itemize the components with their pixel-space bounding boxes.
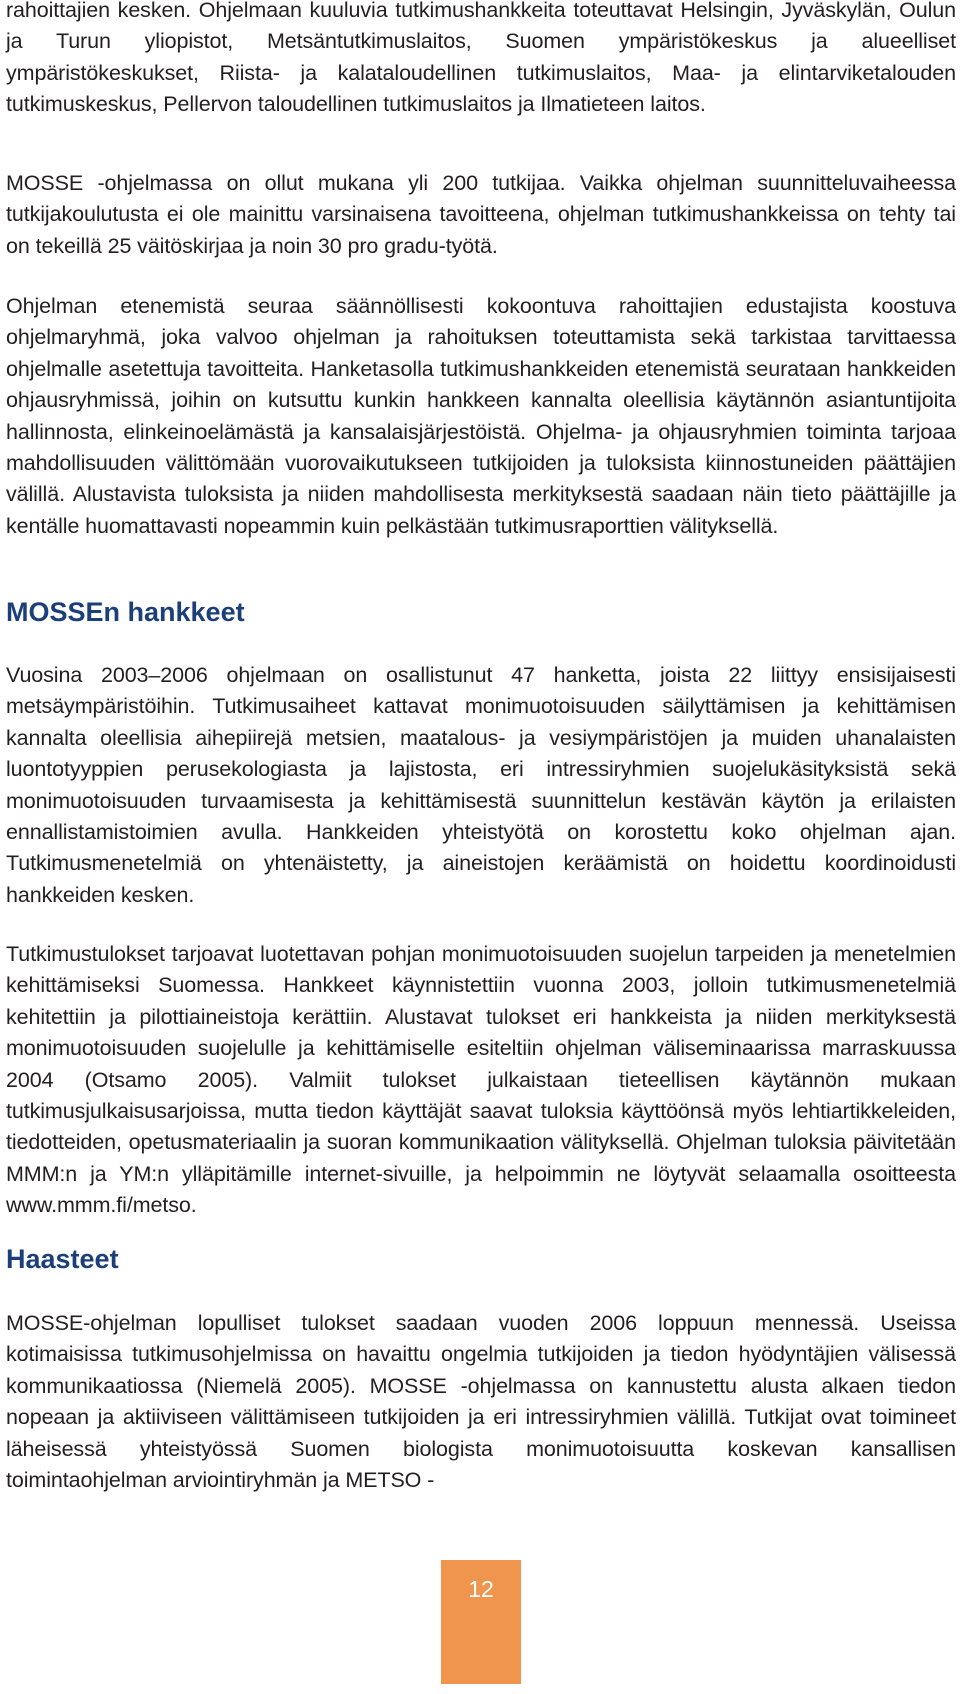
paragraph-projects: Vuosina 2003–2006 ohjelmaan on osallistunut 47 hanketta, joista 22 liittyy ensisijaisesti metsäympäristöihin. Tutkimusaiheet kattavat monimuotoisuuden säilyttämisen ja kehittämisen kannalta oleellisia aihepiirejä metsien, maatalous- ja vesiympäristöjen ja muiden uhanalaisten luontotyyppien perusekologiasta ja lajistosta, eri intressiryhmien suojelukäsityksistä sekä monimuotoisuuden turvaamisesta ja kehittämisestä suunnittelun kestävän käytön ja erilaisten ennallistamistoimien avulla. Hankkeiden yhteistyötä on korostettu koko ohjelman ajan. Tutkimusmenetelmiä on yhtenäistetty, ja aineistojen keräämistä on hoidettu koordinoidusti hankkeiden kesken. [6,663,956,907]
paragraph-challenges: MOSSE-ohjelman lopulliset tulokset saadaan vuoden 2006 loppuun mennessä. Useissa kotimaisissa tutkimusohjelmissa on havaittu ongelmia tutkijoiden ja tiedon hyödyntäjien välisessä kommunikaatiossa (Niemelä 2005). MOSSE -ohjelmassa on kannustettu alusta alkaen tiedon nopeaan ja aktiiviseen välittämiseen tutkijoiden ja eri intressiryhmien välillä. Tutkijat ovat toimineet läheisessä yhteistyössä Suomen biologista monimuotoisuutta koskevan kansallisen toimintaohjelman arviointiryhmän ja METSO - [6,1311,956,1493]
page-number: 12 [468,1576,494,1602]
paragraph-funders: rahoittajien kesken. Ohjelmaan kuuluvia tutkimushankkeita toteuttavat Helsingin, Jyväskylän, Oulun ja Turun yliopistot, Metsäntutkimuslaitos, Suomen ympäristökeskus ja alueelliset ympäristökeskukset, Riista- ja kalataloudellinen tutkimuslaitos, Maa- ja elintarviketalouden tutkimuskeskus, Pellervon taloudellinen tutkimuslaitos ja Ilmatieteen laitos. [6,0,956,117]
heading-mossen-hankkeet: MOSSEn hankkeet [6,597,245,627]
page-number-badge [441,1560,521,1684]
paragraph-researchers: MOSSE -ohjelmassa on ollut mukana yli 200 tutkijaa. Vaikka ohjelman suunnitteluvaiheessa tutkijakoulutusta ei ole mainittu varsinaisena tavoitteena, ohjelman tutkimushankkeissa on tehty tai on tekeillä 25 väitöskirjaa ja noin 30 pro gradu-työtä. [6,171,956,258]
heading-haasteet: Haasteet [6,1244,119,1274]
paragraph-results: Tutkimustulokset tarjoavat luotettavan pohjan monimuotoisuuden suojelun tarpeiden ja menetelmien kehittämiseksi Suomessa. Hankkeet käynnistettiin vuonna 2003, jolloin tutkimusmenetelmiä kehitettiin ja pilottiaineistoja kerättiin. Alustavat tulokset eri hankkeista ja niiden merkityksestä monimuotoisuuden suojelulle ja kehittämiselle esiteltiin ohjelman väliseminaarissa marraskuussa 2004 (Otsamo 2005). Valmiit tulokset julkaistaan tieteellisen käytännön mukaan tutkimusjulkaisusarjoissa, mutta tiedon käyttäjät saavat tuloksia käyttöönsä myös lehtiartikkeleiden, tiedotteiden, opetusmateriaalin ja suoran kommunikaation välityksellä. Ohjelman tuloksia päivitetään MMM:n ja YM:n ylläpitämille internet-sivuille, ja helpoimmin ne löytyvät selaamalla osoitteesta www.mmm.fi/metso. [6,942,956,1218]
paragraph-program-group: Ohjelman etenemistä seuraa säännöllisesti kokoontuva rahoittajien edustajista koostuva ohjelmaryhmä, joka valvoo ohjelman ja rahoituksen toteuttamista sekä tarkistaa tarvittaessa ohjelmalle asetettuja tavoitteita. Hanketasolla tutkimushankkeiden etenemistä seurataan hankkeiden ohjausryhmissä, joihin on kutsuttu kunkin hankkeen kannalta oleellisia käytännön asiantuntijoita hallinnosta, elinkeinoelämästä ja kansalaisjärjestöistä. Ohjelma- ja ohjausryhmien toiminta tarjoaa mahdollisuuden välittömään vuorovaikutukseen tutkijoiden ja tuloksista kiinnostuneiden päättäjien välillä. Alustavista tuloksista ja niiden mahdollisesta merkityksestä saadaan näin tieto päättäjille ja kentälle huomattavasti nopeammin kuin pelkästään tutkimusraporttien välityksellä. [6,294,956,538]
